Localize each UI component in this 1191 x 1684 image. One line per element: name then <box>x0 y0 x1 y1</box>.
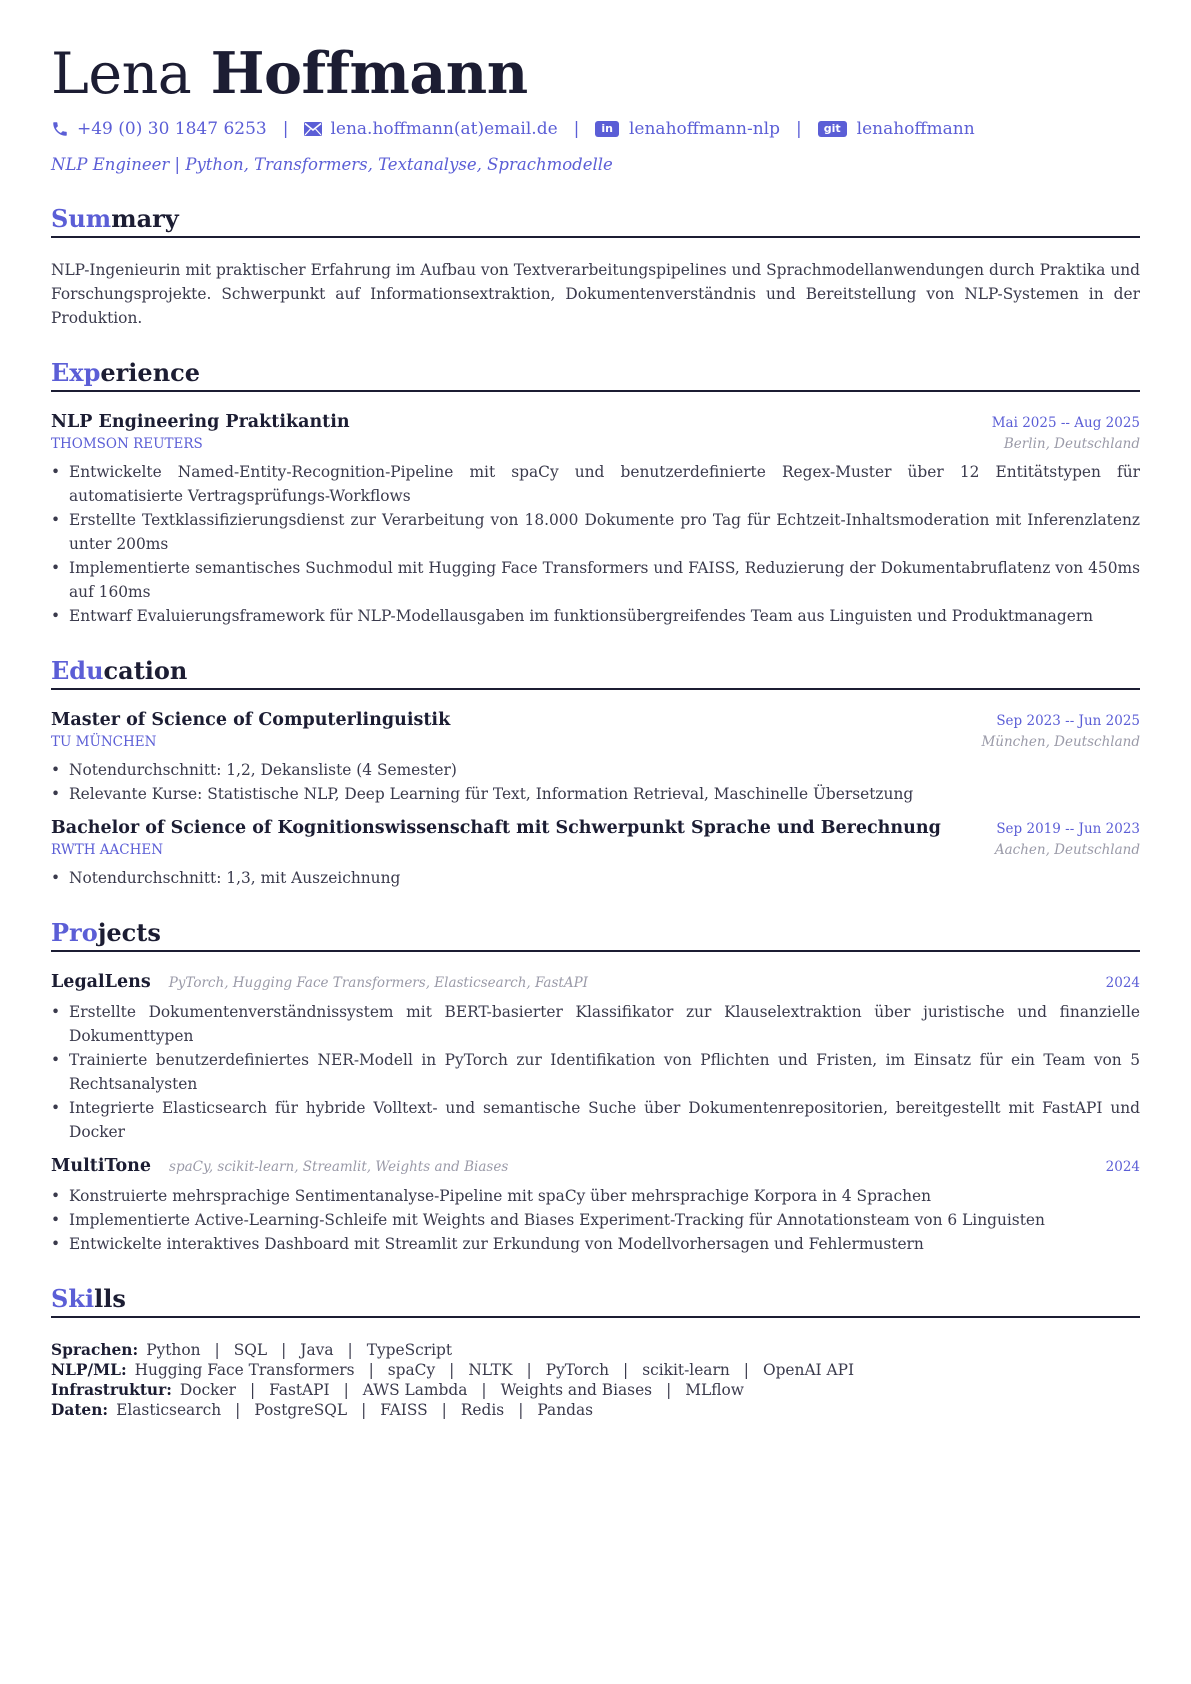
skills-list <box>51 1340 1140 1420</box>
skill-item: scikit-learn <box>642 1361 730 1379</box>
skill-row <box>51 1340 1140 1360</box>
phone-icon <box>51 120 69 138</box>
section-title-accent: Edu <box>51 656 104 685</box>
company-name: THOMSON REUTERS <box>51 436 203 452</box>
bullet-item: • Entwickelte Named-Entity-Recognition-Pipeline mit spaCy und benutzerdefinierte Regex-Muster über 12 Entitätstypen für automatisierte Vertragsprüfungs-Workflows <box>69 460 1140 508</box>
job-bullets <box>51 460 1140 628</box>
email-contact[interactable] <box>304 118 557 140</box>
skill-separator: | <box>441 1401 447 1419</box>
summary-text: NLP-Ingenieurin mit praktischer Erfahrung im Aufbau von Textverarbeitungspipelines und Sprachmodellanwendungen durch Praktika und Forschungsprojekte. Schwerpunkt auf Informationsextraktion, Dokumentenverständnis und Bereitstellung von NLP-Systemen in der Produktion. <box>51 261 1140 327</box>
job-title: NLP Engineering Praktikantin <box>51 412 350 432</box>
degree-title: Master of Science of Computerlinguistik <box>51 710 451 730</box>
contact-separator: | <box>282 119 289 139</box>
section-title-rest: lls <box>94 1284 126 1313</box>
project-entry <box>51 970 1140 1144</box>
skill-separator: | <box>235 1401 241 1419</box>
skill-item: PyTorch <box>545 1361 610 1379</box>
first-name: Lena <box>51 41 192 107</box>
linkedin-handle: lenahoffmann-nlp <box>628 119 780 139</box>
skill-item: Weights and Biases <box>500 1381 653 1399</box>
bullet-item: • Konstruierte mehrsprachige Sentimentanalyse-Pipeline mit spaCy über mehrsprachige Korpora in 4 Sprachen <box>69 1184 1140 1208</box>
project-name: LegalLens <box>51 972 151 992</box>
section-title-experience <box>51 358 1140 392</box>
job-location: Berlin, Deutschland <box>1003 436 1140 452</box>
skill-item: FAISS <box>380 1401 428 1419</box>
skill-item: PostgreSQL <box>254 1401 348 1419</box>
section-title-rest: cation <box>103 656 188 685</box>
skill-separator: | <box>361 1401 367 1419</box>
section-title-skills <box>51 1284 1140 1318</box>
skill-separator: | <box>743 1361 749 1379</box>
section-title-rest: mary <box>111 204 179 233</box>
section-title-accent: Ski <box>51 1284 95 1313</box>
contact-separator: | <box>796 119 802 139</box>
github-handle: lenahoffmann <box>856 119 975 139</box>
bullet-item: • Relevante Kurse: Statistische NLP, Deep Learning für Text, Information Retrieval, Maschinelle Übersetzung <box>69 782 1140 806</box>
project-tech: PyTorch, Hugging Face Transformers, Elasticsearch, FastAPI <box>168 975 588 991</box>
skill-item: NLTK <box>468 1361 513 1379</box>
project-entry <box>51 1154 1140 1256</box>
skill-separator: | <box>343 1381 349 1399</box>
degree-title: Bachelor of Science of Kognitionswissenschaft mit Schwerpunkt Sprache und Berechnung <box>51 818 941 838</box>
skill-separator: | <box>449 1361 455 1379</box>
skill-separator: | <box>214 1341 220 1359</box>
skill-separator: | <box>368 1361 374 1379</box>
contact-line <box>51 118 1140 140</box>
degree-date: Sep 2019 -- Jun 2023 <box>996 821 1140 837</box>
section-title-accent: Sum <box>51 204 112 233</box>
skill-category: Infrastruktur: <box>51 1381 172 1399</box>
job-date: Mai 2025 -- Aug 2025 <box>991 415 1140 431</box>
skill-item: AWS Lambda <box>362 1381 468 1399</box>
bullet-item: • Erstellte Textklassifizierungsdienst zur Verarbeitung von 18.000 Dokumente pro Tag für Echtzeit-Inhaltsmoderation mit Inferenzlatenz unter 200ms <box>69 508 1140 556</box>
skill-separator: | <box>666 1381 672 1399</box>
school-name: TU MÜNCHEN <box>51 734 157 750</box>
skill-separator: | <box>481 1381 487 1399</box>
skill-item: Redis <box>460 1401 505 1419</box>
section-title-summary <box>51 204 1140 238</box>
degree-bullets <box>51 866 1140 890</box>
school-name: RWTH AACHEN <box>51 842 164 858</box>
last-name: Hoffmann <box>210 40 528 107</box>
experience-entry <box>51 410 1140 628</box>
skill-item: Elasticsearch <box>116 1401 222 1419</box>
email-address: lena.hoffmann(at)email.de <box>330 119 558 139</box>
bullet-item: • Entwarf Evaluierungsframework für NLP-Modellausgaben im funktionsübergreifendes Team aus Linguisten und Produktmanagern <box>69 604 1140 628</box>
candidate-name <box>51 38 1140 110</box>
skill-item: spaCy <box>387 1361 436 1379</box>
section-title-accent: Pro <box>51 918 98 947</box>
bullet-item: • Implementierte semantisches Suchmodul mit Hugging Face Transformers und FAISS, Reduzierung der Dokumentabruflatenz von 450ms auf 160ms <box>69 556 1140 604</box>
skill-separator: | <box>347 1341 353 1359</box>
bullet-item: • Erstellte Dokumentenverständnissystem mit BERT-basierter Klassifikator zur Klauselextraktion über juristische und finanzielle Dokumenttypen <box>69 1000 1140 1048</box>
skill-item: SQL <box>233 1341 268 1359</box>
github-contact[interactable] <box>818 118 975 140</box>
school-location: Aachen, Deutschland <box>994 842 1140 858</box>
phone-number: +49 (0) 30 1847 6253 <box>77 119 267 139</box>
skill-item: OpenAI API <box>762 1361 855 1379</box>
skill-item: Docker <box>179 1381 236 1399</box>
education-entry <box>51 708 1140 806</box>
project-year: 2024 <box>1105 1159 1140 1175</box>
linkedin-contact[interactable] <box>595 118 780 140</box>
skill-item: Pandas <box>537 1401 594 1419</box>
git-icon: git <box>818 121 847 137</box>
section-title-rest: erience <box>100 358 201 387</box>
skill-separator: | <box>518 1401 524 1419</box>
bullet-item: • Integrierte Elasticsearch für hybride Volltext- und semantische Suche über Dokumentenrepositorien, bereitgestellt mit FastAPI und Docker <box>69 1096 1140 1144</box>
bullet-item: • Notendurchschnitt: 1,2, Dekansliste (4 Semester) <box>69 758 1140 782</box>
degree-bullets <box>51 758 1140 806</box>
skill-row <box>51 1400 1140 1420</box>
education-entry <box>51 816 1140 890</box>
bullet-item: • Notendurchschnitt: 1,3, mit Auszeichnung <box>69 866 1140 890</box>
project-bullets <box>51 1184 1140 1256</box>
skill-category: Sprachen: <box>51 1341 139 1359</box>
contact-separator: | <box>573 119 580 139</box>
skill-category: Daten: <box>51 1401 109 1419</box>
school-location: München, Deutschland <box>981 734 1140 750</box>
phone-contact[interactable] <box>51 118 267 140</box>
skill-row <box>51 1380 1140 1400</box>
section-title-projects <box>51 918 1140 952</box>
skill-item: FastAPI <box>269 1381 330 1399</box>
skill-row <box>51 1360 1140 1380</box>
skill-separator: | <box>249 1381 256 1399</box>
bullet-item: • Implementierte Active-Learning-Schleife mit Weights and Biases Experiment-Tracking für Annotationsteam von 6 Linguisten <box>69 1208 1140 1232</box>
skill-item: Java <box>300 1341 334 1359</box>
skill-item: MLflow <box>685 1381 744 1399</box>
tagline: NLP Engineer | Python, Transformers, Textanalyse, Sprachmodelle <box>51 155 613 174</box>
project-year: 2024 <box>1105 975 1140 991</box>
envelope-icon <box>304 122 322 136</box>
section-title-rest: jects <box>97 918 161 947</box>
skill-category: NLP/ML: <box>51 1361 127 1379</box>
bullet-item: • Trainierte benutzerdefiniertes NER-Modell in PyTorch zur Identifikation von Pflichten und Fristen, im Einsatz für ein Team von 5 Rechtsanalysten <box>69 1048 1140 1096</box>
bullet-item: • Entwickelte interaktives Dashboard mit Streamlit zur Erkundung von Modellvorhersagen und Fehlermustern <box>69 1232 1140 1256</box>
project-tech: spaCy, scikit-learn, Streamlit, Weights and Biases <box>169 1159 509 1175</box>
degree-date: Sep 2023 -- Jun 2025 <box>996 713 1140 729</box>
section-title-accent: Exp <box>51 358 101 387</box>
section-title-education <box>51 656 1140 690</box>
skill-separator: | <box>623 1361 629 1379</box>
skill-item: TypeScript <box>366 1341 453 1359</box>
skill-separator: | <box>281 1341 287 1359</box>
skill-item: Python <box>146 1341 201 1359</box>
skill-separator: | <box>526 1361 532 1379</box>
project-name: MultiTone <box>51 1156 152 1176</box>
skill-item: Hugging Face Transformers <box>134 1361 355 1379</box>
linkedin-icon: in <box>595 121 619 137</box>
project-bullets <box>51 1000 1140 1144</box>
